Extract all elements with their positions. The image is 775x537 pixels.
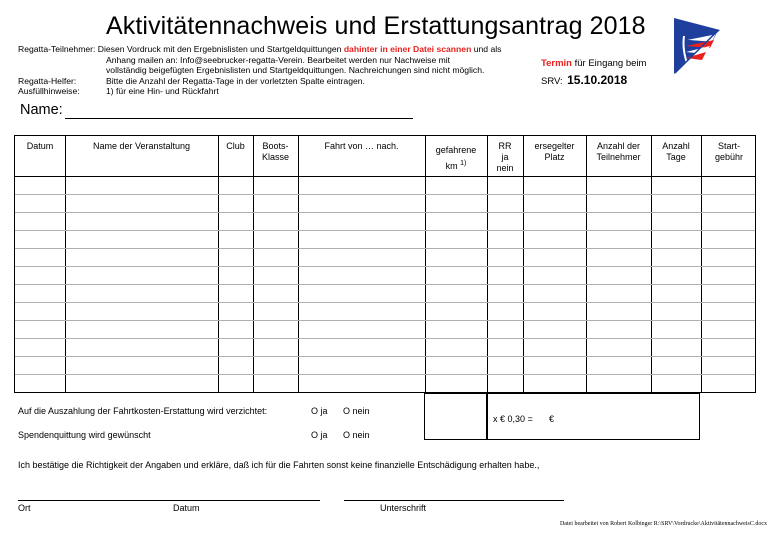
header-km-1: gefahrene [435, 145, 477, 155]
header-startgebuehr [701, 141, 757, 163]
ausfuell-label: Ausfüllhinweise: [18, 86, 80, 96]
header-km-2: km [445, 161, 458, 171]
header-rr-3: nein [496, 163, 514, 173]
activity-table [14, 135, 756, 393]
km-total-box[interactable] [424, 393, 487, 440]
header-fahrt: Fahrt von … nach. [324, 141, 399, 151]
name-label: Name: [20, 102, 63, 118]
amount-box[interactable] [487, 393, 700, 440]
header-platz-2: Platz [544, 152, 565, 162]
header-tage [651, 141, 701, 163]
spende-ja-option[interactable]: O ja [311, 430, 328, 440]
ort-datum-line[interactable] [18, 500, 320, 501]
header-km [425, 145, 487, 172]
helfer-text: Bitte die Anzahl der Regatta-Tage in der vorletzten Spalte eintragen. [106, 76, 365, 86]
header-km-sup: 1) [460, 160, 467, 167]
header-rr [487, 141, 523, 174]
page-title: Aktivitätennachweis und Erstattungsantrag 2018 [106, 12, 646, 40]
unterschrift-label: Unterschrift [380, 503, 427, 513]
deadline-rest: für Eingang beim [574, 58, 647, 69]
confirmation-text: Ich bestätige die Richtigkeit der Angaben und erkläre, daß ich für die Fahrten sonst keine finanzielle Entschädigung erhalten habe., [18, 460, 540, 470]
header-boots-1: Boots- [262, 141, 289, 151]
teilnehmer-line-2: Anhang mailen an: Info@seebrucker-regatta-Verein. Bearbeitet werden nur Nachweise mit [106, 55, 451, 65]
deadline-srv: SRV: [541, 76, 563, 87]
ausfuell-text: 1) für eine Hin- und Rückfahrt [106, 86, 219, 96]
helfer-label: Regatta-Helfer: [18, 76, 77, 86]
header-datum: Datum [26, 141, 54, 151]
deadline-date-line [541, 71, 627, 89]
verzicht-ja-option[interactable]: O ja [311, 406, 328, 416]
rate-text: x € 0,30 = [493, 414, 533, 424]
deadline-termin: Termin [541, 58, 572, 69]
sailing-pennant-logo [672, 16, 722, 76]
header-rr-1: RR [498, 141, 512, 151]
header-teiln-2: Teilnehmer [596, 152, 641, 162]
footer-file-info: Datei bearbeitet von Robert Kolbinger R:\SRV\Vordrucke\AktivitätennachweisC.docx [559, 521, 767, 527]
teilnehmer-instruction [18, 44, 501, 54]
verzicht-nein-option[interactable]: O nein [343, 406, 370, 416]
header-platz-1: ersegelter [534, 141, 575, 151]
header-boots-2: Klasse [261, 152, 289, 162]
name-field[interactable] [65, 118, 413, 119]
datum-label: Datum [173, 503, 200, 513]
verzicht-question: Auf die Auszahlung der Fahrtkosten-Erstattung wird verzichtet: [18, 406, 268, 416]
ort-label: Ort [18, 503, 31, 513]
teilnehmer-line-3: vollständig beigefügten Ergebnislisten und Startgeldquittungen. Nachreichungen sind nicht möglich. [106, 65, 485, 75]
teilnehmer-text-1: Diesen Vordruck mit den Ergebnislisten und Startgeldquittungen [97, 44, 342, 54]
header-start-2: gebühr [714, 152, 744, 162]
unterschrift-line[interactable] [344, 500, 564, 501]
spende-nein-option[interactable]: O nein [343, 430, 370, 440]
teilnehmer-text-2: und als [473, 44, 502, 54]
header-veranstaltung: Name der Veranstaltung [92, 141, 191, 151]
teilnehmer-label: Regatta-Teilnehmer: [18, 44, 96, 54]
header-rr-2: ja [501, 152, 509, 162]
header-tage-2: Tage [666, 152, 686, 162]
header-teilnehmer [586, 141, 651, 163]
header-bootsklasse [253, 141, 298, 163]
header-tage-1: Anzahl [662, 141, 690, 151]
deadline-date: 15.10.2018 [567, 73, 628, 87]
euro-sign: € [549, 414, 555, 424]
header-teiln-1: Anzahl der [596, 141, 641, 151]
teilnehmer-highlight: dahinter in einer Datei scannen [343, 44, 472, 54]
spende-question: Spendenquittung wird gewünscht [18, 430, 151, 440]
header-club: Club [226, 141, 245, 151]
header-platz [523, 141, 586, 163]
deadline-note [541, 58, 646, 69]
header-start-1: Start- [717, 141, 740, 151]
